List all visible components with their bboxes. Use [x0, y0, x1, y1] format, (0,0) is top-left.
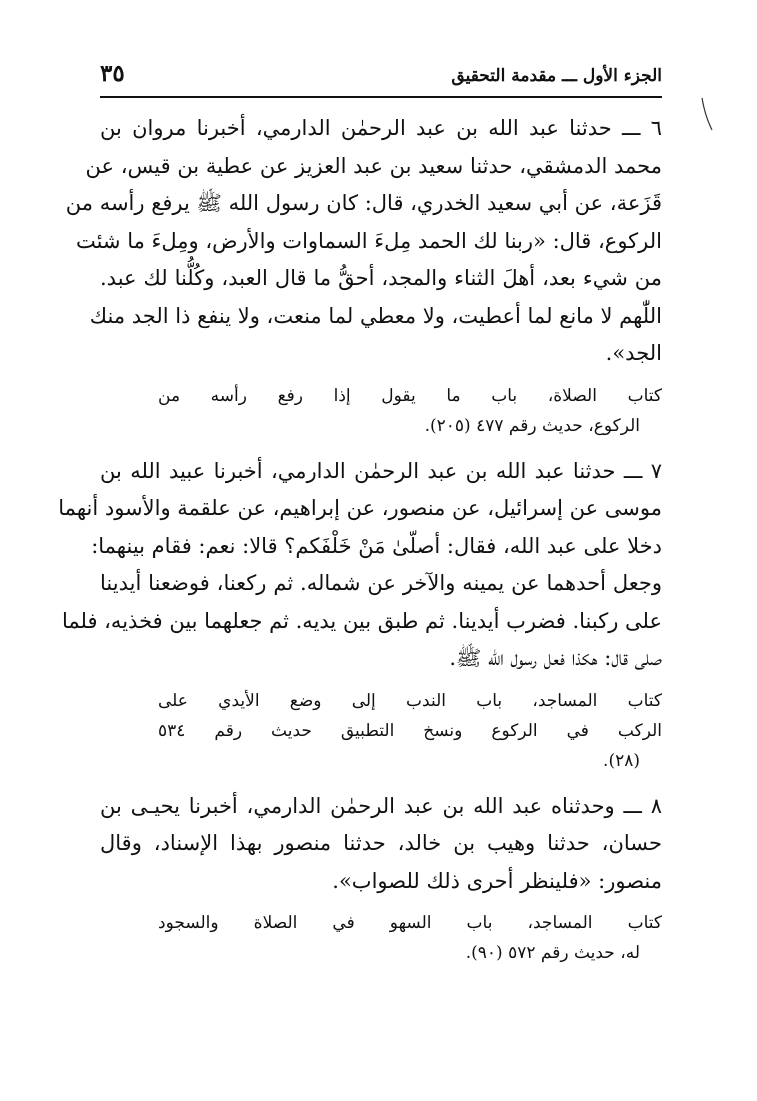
hadith-6	[65, 110, 662, 373]
page-header	[100, 56, 662, 98]
text-line: اللّٰهم لا مانع لما أعطيت، ولا معطي لما منعت، ولا ينفع ذا الجد منك	[89, 303, 662, 328]
reference-line: له، حديث رقم ٥٧٢ (٩٠).	[465, 943, 640, 963]
reference-line: الركب في الركوع ونسخ التطبيق حديث رقم ٥٣٤	[158, 720, 662, 741]
text-line: ٧ ـــ حدثنا عبد الله بن عبد الرحمٰن الدارمي، أخبرنا عبيد الله بن	[100, 458, 662, 483]
page-content	[58, 110, 662, 980]
source-reference-6	[100, 381, 662, 441]
text-line: ٦ ـــ حدثنا عبد الله بن عبد الرحمٰن الدارمي، أخبرنا مروان بن	[100, 116, 662, 140]
reference-line: كتاب المساجد، باب السهو في الصلاة والسجود	[158, 913, 662, 933]
reference-line: الركوع، حديث رقم ٤٧٧ (٢٠٥).	[424, 415, 640, 436]
text-line: ٨ ـــ وحدثناه عبد الله بن عبد الرحمٰن الدارمي، أخبرنا يحيـى بن	[100, 793, 662, 818]
reference-line: كتاب الصلاة، باب ما يقول إذا رفع رأسه من	[158, 385, 662, 406]
running-title: الجزء الأول ـــ مقدمة التحقيق	[451, 66, 662, 86]
text-line: من شيء بعد، أهلَ الثناء والمجد، أحقُّ ما قال العبد، وكُلُّنا لك عبد.	[100, 266, 662, 290]
text-line: على ركبنا. فضرب أيدينا. ثم طبق بين يديه. ثم جعلهما بين فخذيه، فلما	[61, 608, 662, 633]
text-line: الجد».	[605, 341, 662, 365]
text-line: منصور: «فلينظر أحرى ذلك للصواب».	[332, 868, 662, 893]
text-line: موسى عن إسرائيل، عن منصور، عن إبراهيم، عن علقمة والأسود أنهما	[58, 496, 662, 520]
text-line: محمد الدمشقي، حدثنا سعيد بن عبد العزيز عن عطية بن قيس، عن	[85, 153, 662, 178]
hadith-8	[100, 788, 662, 901]
reference-line: كتاب المساجد، باب الندب إلى وضع الأيدي على	[158, 690, 662, 711]
page-number: ٣٥	[100, 60, 125, 87]
source-reference-8	[100, 908, 662, 968]
text-line: الركوع، قال: «ربنا لك الحمد مِلءَ السماوات والأرض، ومِلءَ ما شئت	[75, 228, 662, 253]
text-line: دخلا على عبد الله، فقال: أصلّىٰ مَنْ خَلْفَكم؟ قالا: نعم: فقام بينهما:	[91, 533, 662, 558]
reference-line: (٢٨).	[603, 750, 640, 771]
text-line: حسان، حدثنا وهيب بن خالد، حدثنا منصور بهذا الإسناد، وقال	[100, 831, 662, 855]
source-reference-7	[100, 686, 662, 776]
text-line: وجعل أحدهما عن يمينه والآخر عن شماله. ثم ركعنا، فوضعنا أيدينا	[100, 571, 662, 595]
text-line: صلى قال: هكذا فعل رسول الله ﷺ.	[449, 646, 662, 670]
text-line: قَزَعة، عن أبي سعيد الخدري، قال: كان رسول الله ﷺ يرفع رأسه من	[65, 191, 662, 215]
margin-stroke-mark	[700, 96, 714, 132]
hadith-7	[58, 453, 662, 678]
